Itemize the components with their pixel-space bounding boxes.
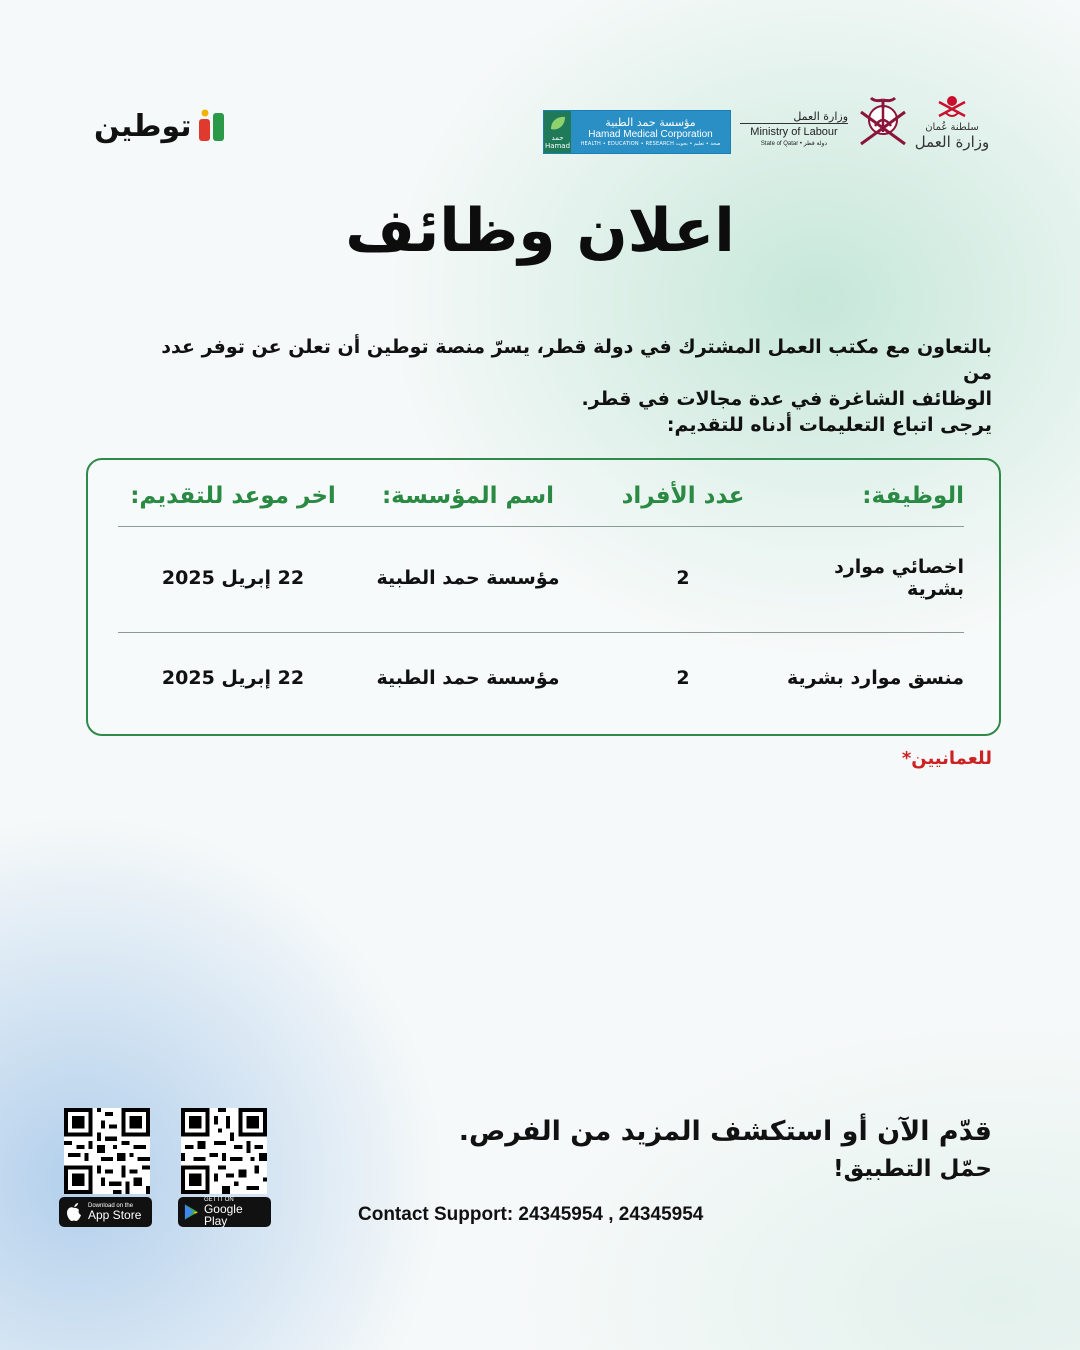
header-count: عدد الأفراد <box>621 483 745 509</box>
mol-name-en: Ministry of Labour <box>750 126 838 138</box>
contact-support: Contact Support: 24345954 , 24345954 <box>358 1204 704 1225</box>
oman-emblem-icon <box>935 94 969 120</box>
apple-icon <box>65 1202 83 1222</box>
tawteen-wordmark: توطين <box>94 108 192 144</box>
row-org: مؤسسة حمد الطبية <box>376 567 560 589</box>
oman-ministry-text: وزارة العمل <box>914 133 990 151</box>
row-job: منسق موارد بشرية <box>786 667 964 689</box>
row-deadline: 22 إبريل 2025 <box>161 667 305 689</box>
hamad-name-en: Hamad Medical Corporation <box>588 128 713 140</box>
appstore-big-text: App Store <box>88 1208 142 1222</box>
row-org: مؤسسة حمد الطبية <box>376 667 560 689</box>
qr-code-icon <box>64 1108 150 1194</box>
ministry-of-labour-logo <box>740 110 848 156</box>
row-deadline: 22 إبريل 2025 <box>161 567 305 589</box>
cta-download-text: حمّل التطبيق! <box>833 1156 992 1182</box>
page-title: اعلان وظائف <box>345 196 735 266</box>
play-icon <box>184 1203 199 1221</box>
hamad-leaf-icon <box>544 111 571 153</box>
row-count: 2 <box>676 567 690 589</box>
googleplay-qr-code[interactable] <box>181 1108 267 1194</box>
hamad-medical-logo <box>543 110 731 154</box>
table-row <box>118 658 964 698</box>
intro-line-3: يرجى اتباع التعليمات أدناه للتقديم: <box>666 414 992 436</box>
omanis-only-note: للعمانيين* <box>901 748 992 769</box>
jobs-table-card <box>86 458 1001 736</box>
table-divider <box>118 526 964 527</box>
row-count: 2 <box>676 667 690 689</box>
mol-name-ar: وزارة العمل <box>740 110 848 124</box>
header-job: الوظيفة: <box>862 483 964 509</box>
cta-apply-text: قدّم الآن أو استكشف المزيد من الفرص. <box>458 1116 992 1147</box>
leaf-icon <box>548 114 568 134</box>
tawteen-logo <box>94 104 276 148</box>
hamad-name-ar: مؤسسة حمد الطبية <box>605 115 696 129</box>
hamad-leaf-en: Hamad <box>544 142 571 150</box>
appstore-small-text: Download on the <box>88 1203 134 1209</box>
table-header-row <box>118 476 964 516</box>
intro-line-1: بالتعاون مع مكتب العمل المشترك في دولة قطر، يسرّ منصة توطين أن تعلن عن توفر عدد من <box>161 336 992 384</box>
qatar-emblem-icon <box>853 92 913 154</box>
google-play-badge[interactable] <box>178 1197 271 1227</box>
intro-line-2: الوظائف الشاغرة في عدة مجالات في قطر. <box>581 388 992 410</box>
hamad-leaf-ar: حمد <box>551 134 564 142</box>
intro-paragraph <box>130 334 992 438</box>
hamad-tagline: HEALTH • EDUCATION • RESEARCH صحة • تعليم • بحوث <box>580 140 721 147</box>
oman-ministry-logo <box>914 94 990 156</box>
table-row <box>118 558 964 598</box>
tawteen-mark-icon <box>198 109 226 143</box>
app-store-badge[interactable] <box>59 1197 152 1227</box>
qr-code-icon <box>181 1108 267 1194</box>
gplay-small-text: GET IT ON <box>203 1197 234 1203</box>
table-divider <box>118 632 964 633</box>
appstore-qr-code[interactable] <box>64 1108 150 1194</box>
row-job: اخصائي موارد بشرية <box>834 556 964 600</box>
header-deadline: اخر موعد للتقديم: <box>130 483 336 509</box>
gplay-big-text: Google Play <box>203 1202 243 1228</box>
mol-state: State of Qatar • دولة قطر <box>760 141 828 147</box>
header-org: اسم المؤسسة: <box>381 483 555 509</box>
oman-sultanate-text: سلطنة عُمان <box>925 122 979 133</box>
